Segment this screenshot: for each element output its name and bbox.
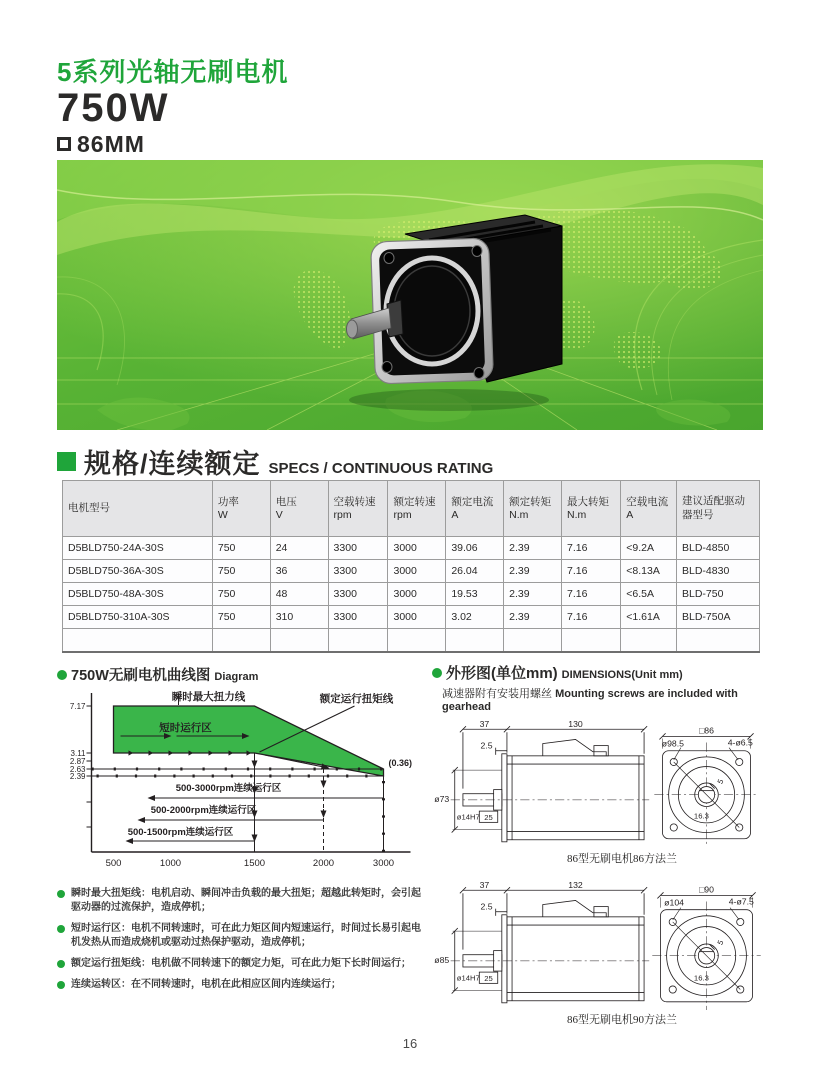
zone-500-2000-label: 500-2000rpm连续运行区 bbox=[150, 805, 257, 816]
table-cell bbox=[63, 629, 213, 652]
table-cell: 750 bbox=[212, 537, 270, 560]
hero-banner bbox=[57, 160, 763, 430]
dimensions-subtitle bbox=[442, 685, 768, 713]
note-text: 额定运行扭矩线：电机做不同转速下的额定力矩，可在此力矩下长时间运行； bbox=[71, 958, 411, 969]
diagram-column bbox=[57, 664, 429, 999]
diagram-title-en: Diagram bbox=[214, 671, 259, 683]
dimension-drawing-86-flange bbox=[432, 719, 762, 850]
table-cell: 3000 bbox=[388, 583, 446, 606]
dim-label: 2.5 bbox=[480, 740, 493, 751]
green-dot-icon bbox=[57, 960, 65, 968]
dim-label: 5 bbox=[715, 938, 726, 947]
y-tick-label: 2.39 bbox=[69, 772, 86, 781]
spec-table bbox=[62, 480, 760, 653]
front-view bbox=[652, 892, 760, 1010]
note-text: 瞬时最大扭矩线：电机启动、瞬间冲击负载的最大扭矩；超越此转矩时，会引起驱动器的过流保护，造成停机； bbox=[71, 888, 421, 913]
dim-label: ø73 bbox=[434, 793, 450, 804]
column-header: 额定转矩 N.m bbox=[504, 481, 562, 537]
dim-label: 5 bbox=[715, 777, 726, 786]
green-dot-icon bbox=[57, 670, 67, 680]
dim-label: □90 bbox=[699, 884, 714, 895]
green-dot-icon bbox=[57, 890, 65, 898]
dim-label: 4-ø6.5 bbox=[727, 737, 753, 748]
table-cell: 2.39 bbox=[504, 583, 562, 606]
table-cell: D5BLD750-48A-30S bbox=[63, 583, 213, 606]
table-cell: 750 bbox=[212, 560, 270, 583]
spec-table-header-row bbox=[63, 481, 760, 537]
table-cell: 3000 bbox=[388, 560, 446, 583]
diagram-title-cn: 750W无刷电机曲线图 bbox=[71, 668, 211, 684]
table-cell: 2.39 bbox=[504, 560, 562, 583]
table-row-empty bbox=[63, 629, 760, 652]
table-cell: 24 bbox=[270, 537, 328, 560]
dim-label: 16.3 bbox=[693, 811, 709, 821]
max-torque-line-label: 瞬时最大扭力线 bbox=[171, 691, 246, 703]
table-cell: 2.39 bbox=[504, 537, 562, 560]
green-square-icon bbox=[57, 452, 76, 471]
table-cell: 3000 bbox=[388, 537, 446, 560]
table-cell: <8.13A bbox=[621, 560, 677, 583]
dim-label: 4-ø7.5 bbox=[728, 896, 754, 907]
table-cell: 36 bbox=[270, 560, 328, 583]
table-cell bbox=[677, 629, 760, 652]
green-dot-icon bbox=[57, 981, 65, 989]
column-header: 建议适配驱动器型号 bbox=[677, 481, 760, 537]
dim-label: 132 bbox=[568, 880, 583, 891]
end-annotation: (0.36) bbox=[388, 758, 413, 768]
spec-table-body bbox=[63, 537, 760, 652]
dim-label: 37 bbox=[479, 880, 490, 891]
note-text: 短时运行区：电机不同转速时，可在此力矩区间内短速运行，时间过长易引起电机发热从而造成烧机或驱动过热保护驱动，造成停机； bbox=[71, 923, 421, 948]
dim-label: ø98.5 bbox=[661, 738, 684, 749]
chart-y-tickmarks bbox=[87, 706, 92, 827]
table-cell: 7.16 bbox=[562, 537, 621, 560]
table-cell: BLD-750A bbox=[677, 606, 760, 629]
table-cell: BLD-750 bbox=[677, 583, 760, 606]
dim-label: 25 bbox=[484, 973, 493, 983]
diagram-title bbox=[57, 664, 429, 685]
rated-torque-line-label: 额定运行扭矩线 bbox=[319, 693, 394, 705]
table-row bbox=[63, 537, 760, 560]
table-cell bbox=[328, 629, 388, 652]
table-cell: BLD-4850 bbox=[677, 537, 760, 560]
table-cell: 750 bbox=[212, 606, 270, 629]
specs-section-title bbox=[57, 442, 493, 481]
y-tick-label: 3.11 bbox=[70, 749, 86, 758]
table-cell: 19.53 bbox=[446, 583, 504, 606]
table-cell: 310 bbox=[270, 606, 328, 629]
dim-label: ø14H7 bbox=[456, 812, 480, 822]
x-tick-label: 3000 bbox=[372, 858, 395, 869]
table-cell: 3000 bbox=[388, 606, 446, 629]
table-cell bbox=[388, 629, 446, 652]
note-text: 连续运转区：在不同转速时，电机在此相应区间内连续运行； bbox=[71, 979, 341, 990]
table-cell: 3.02 bbox=[446, 606, 504, 629]
table-cell: 48 bbox=[270, 583, 328, 606]
dim-label: 37 bbox=[479, 719, 490, 730]
y-tick-label: 2.87 bbox=[69, 757, 86, 766]
table-cell: 3300 bbox=[328, 583, 388, 606]
dimensions-column bbox=[432, 662, 768, 1027]
table-cell: BLD-4830 bbox=[677, 560, 760, 583]
column-header: 功率 W bbox=[212, 481, 270, 537]
list-item bbox=[57, 978, 429, 992]
page-header bbox=[57, 58, 288, 158]
frame-size: 86MM bbox=[77, 130, 145, 157]
specs-title-cn: 规格/连续额定 bbox=[84, 449, 261, 479]
table-cell bbox=[446, 629, 504, 652]
specs-title-en: SPECS / CONTINUOUS RATING bbox=[268, 460, 494, 477]
table-cell: D5BLD750-24A-30S bbox=[63, 537, 213, 560]
y-tick-label: 2.63 bbox=[69, 765, 86, 774]
y-tick-label: 7.17 bbox=[69, 702, 86, 711]
table-cell bbox=[504, 629, 562, 652]
dimensions-title-en: DIMENSIONS(Unit mm) bbox=[561, 669, 683, 681]
frame-size-line bbox=[57, 131, 288, 158]
table-cell: 3300 bbox=[328, 560, 388, 583]
zone-500-1500-label: 500-1500rpm连续运行区 bbox=[127, 827, 234, 838]
column-header: 额定电流 A bbox=[446, 481, 504, 537]
column-header: 最大转矩 N.m bbox=[562, 481, 621, 537]
diagram-notes bbox=[57, 887, 429, 992]
dim-label: ø85 bbox=[434, 954, 450, 965]
table-cell: <9.2A bbox=[621, 537, 677, 560]
table-cell: 3300 bbox=[328, 606, 388, 629]
column-header: 空载转速 rpm bbox=[328, 481, 388, 537]
series-title: 5系列光轴无刷电机 bbox=[57, 57, 289, 87]
front-view bbox=[654, 733, 758, 847]
zone-500-3000-label: 500-3000rpm连续运行区 bbox=[175, 783, 282, 794]
green-dot-icon bbox=[432, 668, 442, 678]
table-cell: 26.04 bbox=[446, 560, 504, 583]
list-item bbox=[57, 922, 429, 950]
table-cell bbox=[270, 629, 328, 652]
power-rating: 750W bbox=[57, 85, 170, 130]
dim-label: ø14H7 bbox=[456, 973, 480, 983]
table-row bbox=[63, 583, 760, 606]
x-tick-label: 1000 bbox=[159, 858, 182, 869]
dim-label: 2.5 bbox=[480, 901, 493, 912]
table-cell: D5BLD750-36A-30S bbox=[63, 560, 213, 583]
drawing-caption: 86型无刷电机90方法兰 bbox=[567, 1014, 677, 1026]
table-cell: 2.39 bbox=[504, 606, 562, 629]
torque-curve-chart bbox=[57, 689, 425, 877]
dimensions-subtitle-en: Mounting screws are included with gearhead bbox=[442, 688, 738, 713]
table-cell: D5BLD750-310A-30S bbox=[63, 606, 213, 629]
dim-label: 16.3 bbox=[693, 973, 709, 983]
table-cell: 39.06 bbox=[446, 537, 504, 560]
list-item bbox=[57, 887, 429, 915]
chart-green-zone bbox=[114, 706, 384, 776]
dim-label: ø104 bbox=[664, 897, 684, 908]
table-row bbox=[63, 560, 760, 583]
table-cell: <1.61A bbox=[621, 606, 677, 629]
x-tick-label: 1500 bbox=[243, 858, 266, 869]
table-cell: 3300 bbox=[328, 537, 388, 560]
table-cell: <6.5A bbox=[621, 583, 677, 606]
dim-label: □86 bbox=[699, 725, 714, 736]
table-cell: 750 bbox=[212, 583, 270, 606]
page-number: 16 bbox=[402, 1036, 418, 1051]
x-tick-label: 500 bbox=[105, 858, 122, 869]
frame-square-icon bbox=[57, 137, 71, 151]
dimensions-subtitle-cn: 减速器附有安装用螺丝 bbox=[442, 688, 552, 700]
dim-label: 130 bbox=[568, 719, 583, 730]
dimensions-title bbox=[432, 662, 768, 683]
table-row bbox=[63, 606, 760, 629]
column-header: 电机型号 bbox=[63, 481, 213, 537]
column-header: 空载电流 A bbox=[621, 481, 677, 537]
column-header: 额定转速 rpm bbox=[388, 481, 446, 537]
table-cell: 7.16 bbox=[562, 560, 621, 583]
list-item bbox=[57, 957, 429, 971]
dim-label: 25 bbox=[484, 812, 493, 822]
table-cell bbox=[562, 629, 621, 652]
short-time-zone-label: 短时运行区 bbox=[159, 722, 212, 734]
drawing-caption: 86型无刷电机86方法兰 bbox=[567, 853, 677, 865]
green-dot-icon bbox=[57, 925, 65, 933]
dimension-drawing-90-flange bbox=[432, 880, 762, 1011]
column-header: 电压 V bbox=[270, 481, 328, 537]
table-cell: 7.16 bbox=[562, 583, 621, 606]
dimensions-title-cn: 外形图(单位mm) bbox=[446, 665, 558, 682]
table-cell bbox=[212, 629, 270, 652]
table-cell: 7.16 bbox=[562, 606, 621, 629]
x-tick-label: 2000 bbox=[312, 858, 335, 869]
table-cell bbox=[621, 629, 677, 652]
